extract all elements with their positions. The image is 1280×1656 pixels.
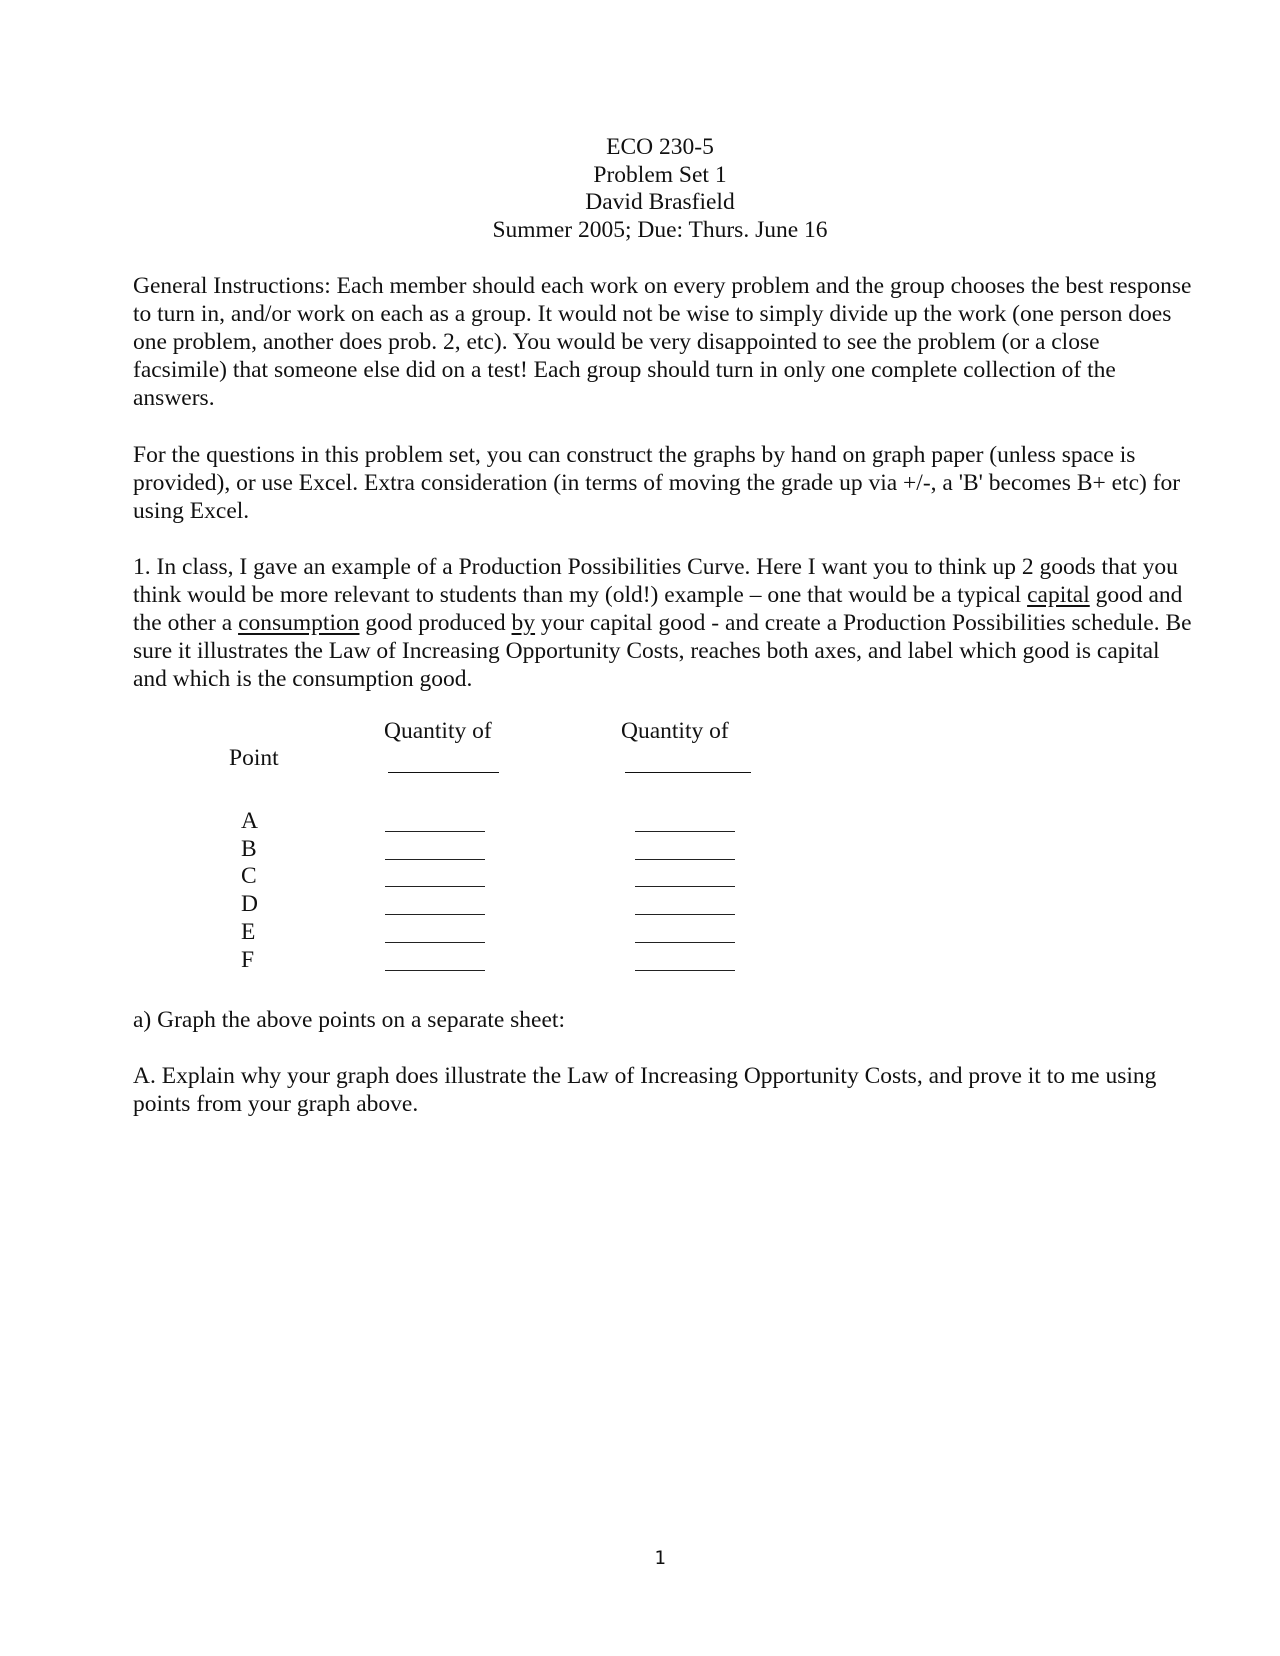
blank-capital-f <box>385 970 485 971</box>
question-1 <box>133 553 1193 693</box>
row-label-b: B <box>241 835 257 862</box>
blank-consumption-d <box>635 914 735 915</box>
blank-consumption-e <box>635 942 735 943</box>
row-label-d: D <box>241 891 258 918</box>
blank-consumption-f <box>635 970 735 971</box>
document-title: Problem Set 1 <box>593 161 727 188</box>
term-due-date: Summer 2005; Due: Thurs. June 16 <box>492 216 828 243</box>
column-header-blank-2 <box>625 772 751 773</box>
blank-consumption-a <box>635 831 735 832</box>
row-label-e: E <box>241 918 256 945</box>
question-1-text-3: good produced <box>359 610 512 636</box>
blank-capital-b <box>385 859 485 860</box>
capital-term: capital <box>1027 582 1090 608</box>
document-header <box>0 134 1280 244</box>
blank-capital-e <box>385 942 485 943</box>
consumption-term: consumption <box>238 610 360 636</box>
general-instructions: General Instructions: Each member should each work on every problem and the group chooses the best response to turn in, and/or work on each as a group. It would not be wise to simply divide up the work (one person does one problem, another does prob. 2, etc). You would be very disappointed to see the problem (or a close facsimile) that someone else did on a test! Each group should turn in only one complete collection of the answers. <box>133 273 1192 411</box>
part-A-question: A. Explain why your graph does illustrate the Law of Increasing Opportunity Costs, and prove it to me using points from your graph above. <box>133 1063 1157 1117</box>
blank-capital-c <box>385 886 485 887</box>
by-term: by <box>511 610 536 636</box>
question-1-text-4: your capital good - and create a Production Possibilities schedule. Be sure it illustrates the Law of Increasing Opportunity Costs, reaches both axes, and label which good is capital and which is the consumption good. <box>133 610 1192 692</box>
question-1-text-2: good and the other a <box>133 582 1183 636</box>
row-label-f: F <box>241 946 255 973</box>
course-code: ECO 230-5 <box>606 134 714 160</box>
blank-capital-d <box>385 914 485 915</box>
column-header-blank-1 <box>388 772 499 773</box>
row-label-a: A <box>241 808 258 834</box>
blank-capital-a <box>385 831 485 832</box>
blank-consumption-c <box>635 886 735 887</box>
column-header-capital: Quantity of <box>384 718 492 744</box>
blank-consumption-b <box>635 859 735 860</box>
question-1-text-1: 1. In class, I gave an example of a Production Possibilities Curve. Here I want you to think up 2 goods that you think would be more relevant to students than my (old!) example – one that would be a typical <box>133 554 1178 608</box>
author-name: David Brasfield <box>585 189 735 215</box>
graph-instructions: For the questions in this problem set, you can construct the graphs by hand on graph paper (unless space is provided), or use Excel. Extra consideration (in terms of moving the grade up via +/-, a 'B' becomes B+ etc) for using Excel. <box>133 442 1181 524</box>
column-header-consumption: Quantity of <box>621 718 729 744</box>
row-label-c: C <box>241 863 257 890</box>
part-a-instruction: a) Graph the above points on a separate sheet: <box>133 1007 565 1033</box>
point-header: Point <box>229 745 279 771</box>
page-number: 1 <box>654 1547 666 1569</box>
